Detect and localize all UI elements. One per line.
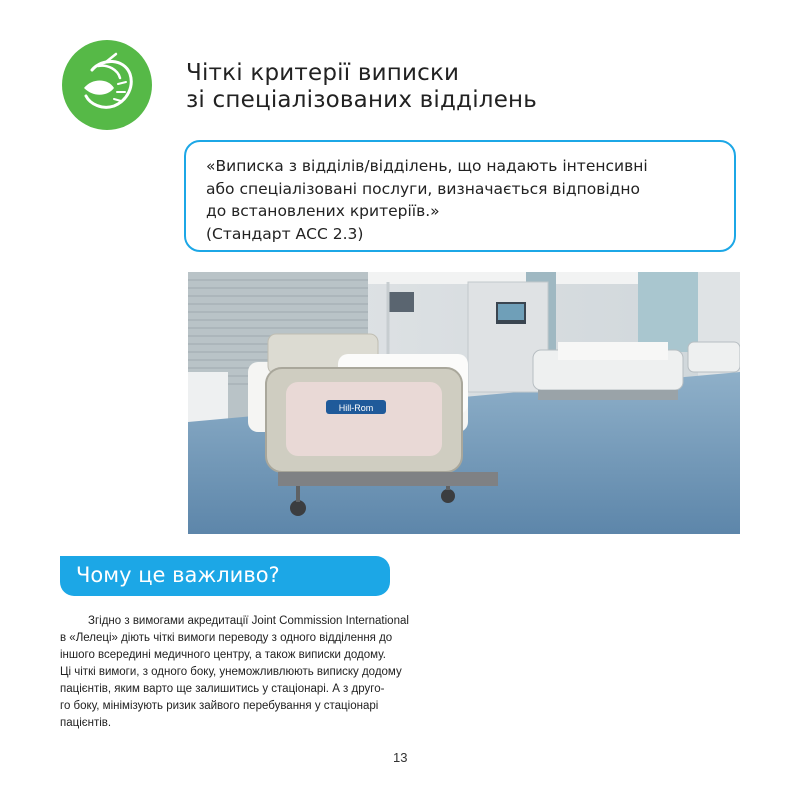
page-title <box>186 60 537 114</box>
paragraph-line: го боку, мінімізують ризик зайвого перебування у стаціонарі <box>60 700 379 712</box>
paragraph-line: в «Лелеці» діють чіткі вимоги переводу з одного відділення до <box>60 632 393 644</box>
page-number: 13 <box>393 750 408 765</box>
quote-line: «Виписка з відділів/відділень, що надають інтенсивні <box>206 157 648 175</box>
title-line: зі спеціалізованих відділень <box>186 87 538 113</box>
bed-brand-label: Hill-Rom <box>338 403 374 413</box>
standard-quote-box <box>184 140 736 252</box>
quote-line: до встановлених критеріїв.» <box>206 202 440 220</box>
logo <box>62 40 152 130</box>
quote-reference: (Стандарт АСС 2.3) <box>206 224 364 243</box>
title-line: Чіткі критерії виписки <box>186 60 460 86</box>
section-heading: Чому це важливо? <box>76 563 280 587</box>
hospital-ward-photo <box>188 272 740 534</box>
section-heading-banner <box>60 556 390 596</box>
paragraph-line: пацієнтів, яким варто ще залишитись у стаціонарі. А з друго- <box>60 683 385 695</box>
stork-logo-icon <box>62 40 152 130</box>
paragraph-line: пацієнтів. <box>60 717 112 729</box>
paragraph-line: іншого всередині медичного центру, а також виписки додому. <box>60 649 386 661</box>
quote-line: або спеціалізовані послуги, визначається відповідно <box>206 179 640 198</box>
paragraph-line: Ці чіткі вимоги, з одного боку, унеможливлюють виписку додому <box>60 666 402 678</box>
body-paragraph <box>60 613 409 732</box>
paragraph-line: Згідно з вимогами акредитації Joint Commission International <box>88 615 409 627</box>
